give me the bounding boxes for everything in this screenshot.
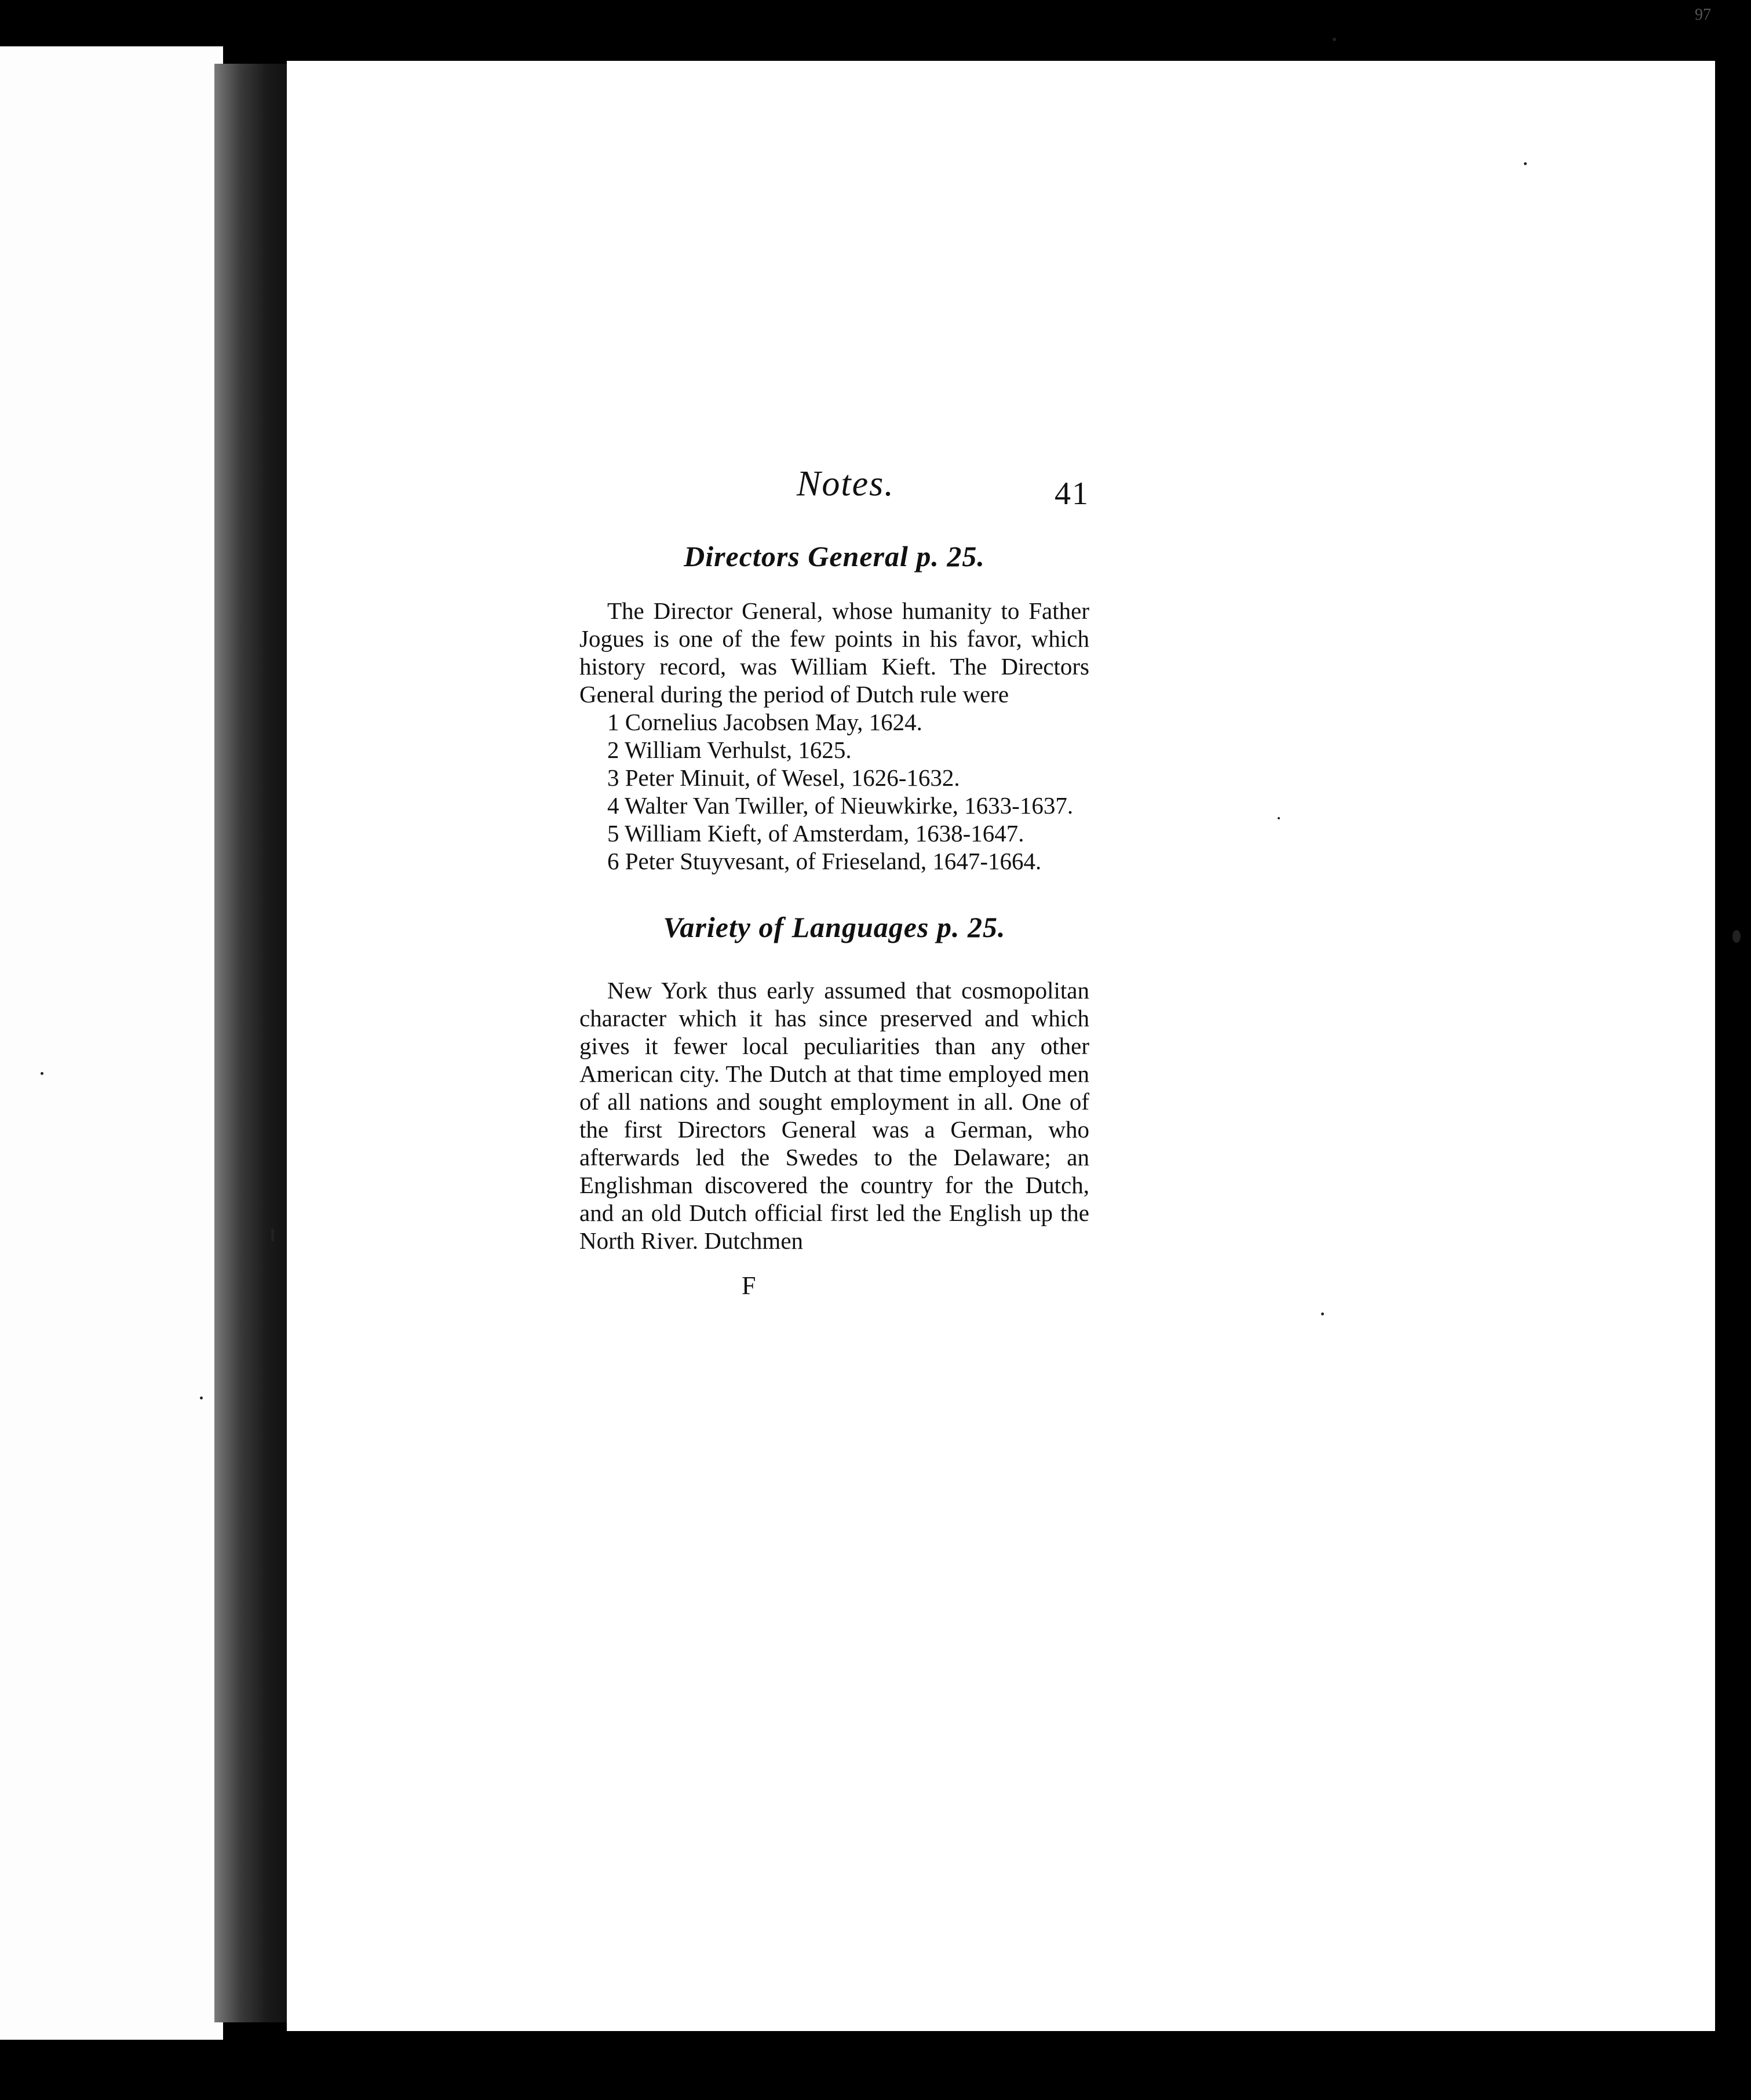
list-item: 2 William Verhulst, 1625. (607, 737, 852, 763)
scan-speck (271, 1228, 274, 1241)
list-item: 5 William Kieft, of Amsterdam, 1638-1647. (607, 820, 1024, 847)
running-title: Notes. (797, 464, 895, 504)
scan-speck (1732, 930, 1741, 943)
left-facing-page (0, 46, 223, 2040)
list-item: 4 Walter Van Twiller, of Nieuwkirke, 1633-1637. (607, 792, 1074, 819)
scan-speck (1333, 38, 1336, 41)
signature-mark: F (742, 1271, 756, 1300)
scan-corner-mark: 97 (1695, 6, 1711, 24)
section-paragraph: The Director General, whose humanity to Father Jogues is one of the few points in his favor, which history record, was William Kieft. The Directors General during the period of Dutch rule were (579, 597, 1089, 708)
list-item: 6 Peter Stuyvesant, of Frieseland, 1647-1664. (607, 848, 1042, 874)
text-column (579, 452, 1089, 1300)
scan-speck (1278, 817, 1280, 819)
list-item: 3 Peter Minuit, of Wesel, 1626-1632. (607, 764, 960, 791)
scan-speck (1524, 162, 1527, 165)
list-item: 1 Cornelius Jacobsen May, 1624. (607, 709, 922, 735)
section-heading: Directors General p. 25. (684, 540, 985, 573)
book-gutter-shadow (214, 64, 290, 2022)
directors-list (579, 708, 1089, 875)
page-number: 41 (1055, 476, 1089, 512)
scan-speck (41, 1072, 43, 1075)
running-head (579, 452, 1089, 516)
scan-speck (1321, 1312, 1324, 1315)
section-paragraph: New York thus early assumed that cosmopolitan character which it has since preserved and which gives it fewer local peculiarities than any other American city. The Dutch at that time employed men of all nations and sought employment in all. One of the first Directors General was a German, who afterwards led the Swedes to the Delaware; an Englishman discovered the country for the Dutch, and an old Dutch official first led the English up the North River. Dutchmen (579, 977, 1089, 1254)
section-heading: Variety of Languages p. 25. (663, 911, 1006, 943)
scan-speck (200, 1397, 203, 1399)
